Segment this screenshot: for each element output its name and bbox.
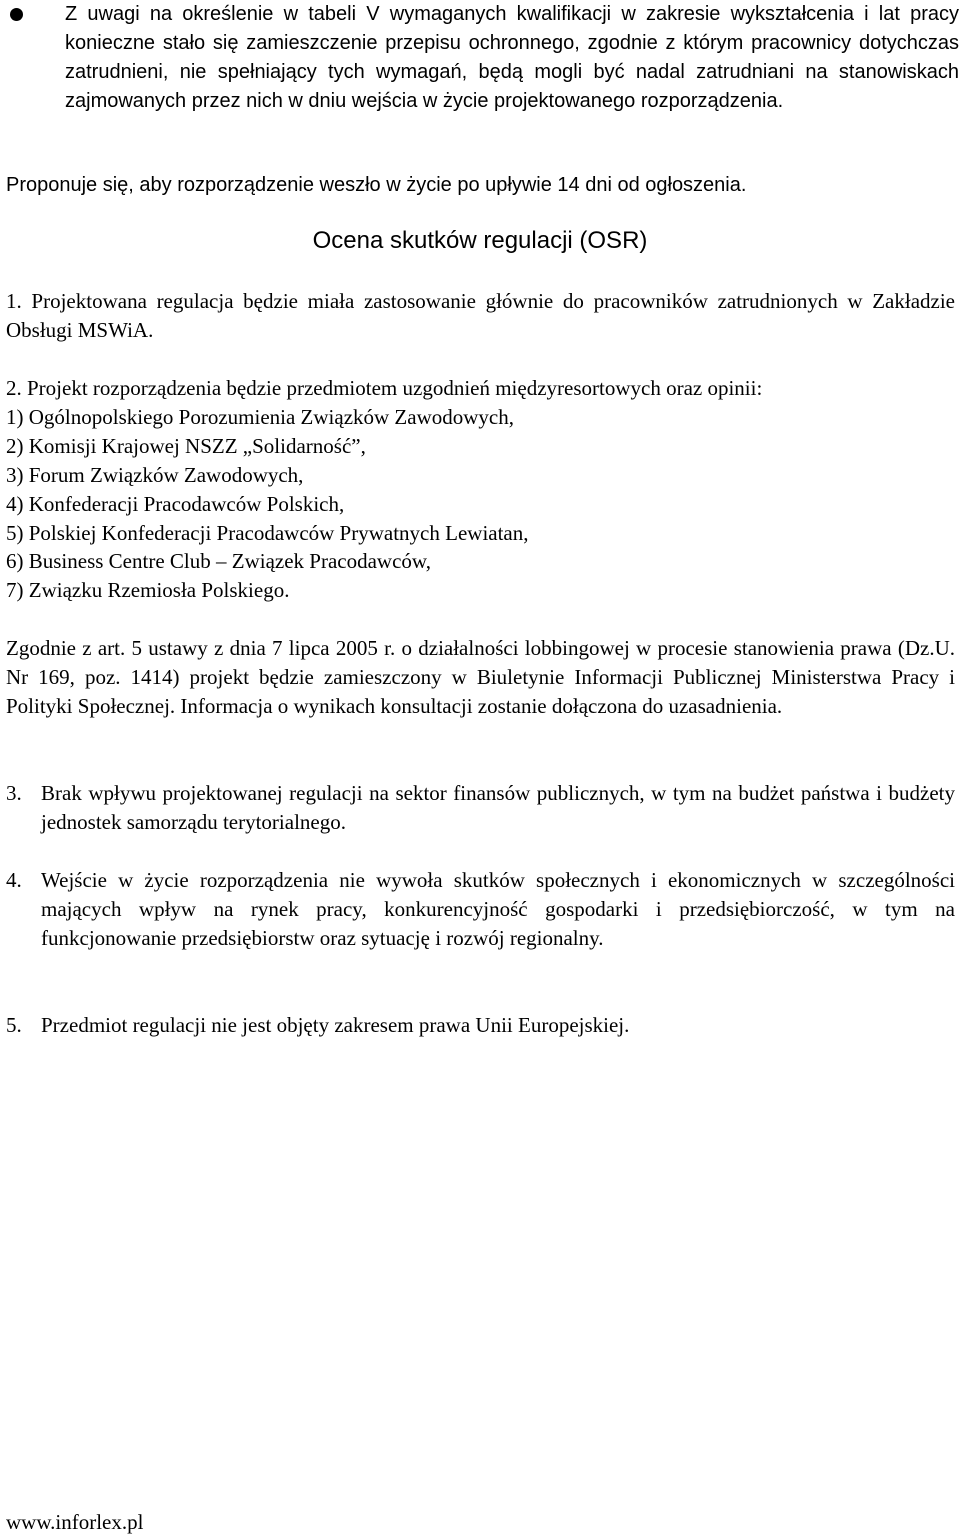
list-item: 2) Komisji Krajowej NSZZ „Solidarność”, [6, 434, 366, 458]
paragraph-4-number: 4. [6, 868, 22, 892]
bullet-icon [10, 8, 23, 21]
list-item: 7) Związku Rzemiosła Polskiego. [6, 578, 290, 602]
paragraph-3-number: 3. [6, 781, 22, 805]
list-item: 4) Konfederacji Pracodawców Polskich, [6, 492, 345, 516]
bullet-paragraph-text: Z uwagi na określenie w tabeli V wymaganych kwalifikacji w zakresie wykształcenia i lat pracy konieczne stało się zamieszczenie przepisu ochronnego, zgodnie z którym pracownicy dotychczas zatrudnieni, nie spełniający tych wymagań, będą mogli być nadal zatrudniani na stanowiskach zajmowanych przez nich w dniu wejścia w życie projektowanego rozporządzenia. [65, 3, 959, 112]
footer-url[interactable]: www.inforlex.pl [6, 1510, 144, 1534]
paragraph-2-intro: 2. Projekt rozporządzenia będzie przedmiotem uzgodnień międzyresortowych oraz opinii: [6, 376, 763, 400]
list-item: 5) Polskiej Konfederacji Pracodawców Prywatnych Lewiatan, [6, 521, 529, 545]
paragraph-3 [6, 779, 955, 837]
paragraph-4 [6, 866, 955, 953]
paragraph-3-text: Brak wpływu projektowanej regulacji na sektor finansów publicznych, w tym na budżet państwa i budżety jednostek samorządu terytorialnego. [41, 781, 955, 834]
list-item: 3) Forum Związków Zawodowych, [6, 463, 304, 487]
section-heading: Ocena skutków regulacji (OSR) [312, 227, 648, 254]
list-item: 1) Ogólnopolskiego Porozumienia Związków Zawodowych, [6, 405, 514, 429]
proposal-paragraph: Proponuje się, aby rozporządzenie weszło w życie po upływie 14 dni od ogłoszenia. [6, 174, 747, 196]
paragraph-1: 1. Projektowana regulacja będzie miała zastosowanie głównie do pracowników zatrudnionych w Zakładzie Obsługi MSWiA. [6, 289, 955, 342]
paragraph-5-text: Przedmiot regulacji nie jest objęty zakresem prawa Unii Europejskiej. [41, 1013, 630, 1037]
lobbying-paragraph: Zgodnie z art. 5 ustawy z dnia 7 lipca 2005 r. o działalności lobbingowej w procesie stanowienia prawa (Dz.U. Nr 169, poz. 1414) projekt będzie zamieszczony w Biuletynie Informacji Publicznej Ministerstwa Pracy i Polityki Społecznej. Informacja o wynikach konsultacji zostanie dołączona do uzasadnienia. [6, 636, 955, 718]
paragraph-5-number: 5. [6, 1013, 22, 1037]
paragraph-4-text: Wejście w życie rozporządzenia nie wywoła skutków społecznych i ekonomicznych w szczególności mających wpływ na rynek pracy, konkurencyjność gospodarki i przedsiębiorczość, w tym na funkcjonowanie przedsiębiorstw oraz sytuację i rozwój regionalny. [41, 868, 955, 950]
paragraph-5 [6, 1011, 955, 1040]
list-item: 6) Business Centre Club – Związek Pracodawców, [6, 549, 431, 573]
